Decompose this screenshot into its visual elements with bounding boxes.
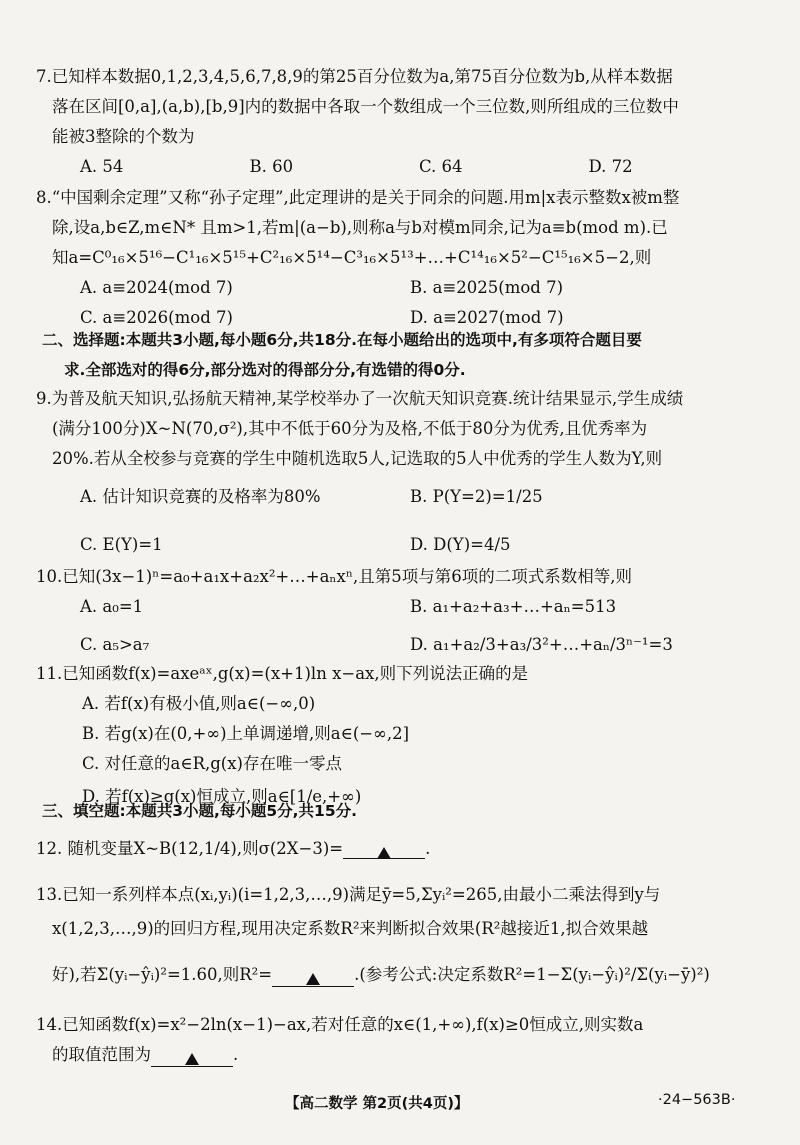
question-10: [36, 562, 758, 670]
q10-option-c: C. a₅>a₇: [80, 635, 150, 654]
q14-text-before: 的取值范围为: [52, 1045, 151, 1064]
q9-options-row-1: [36, 482, 758, 522]
question-13: [36, 880, 758, 990]
triangle-icon: [185, 1053, 199, 1065]
q13-text-before: 好),若Σ(yᵢ−ŷᵢ)²=1.60,则R²=: [52, 965, 273, 984]
q13-line-3: [36, 960, 758, 990]
q11-option-c: C. 对任意的a∈R,g(x)存在唯一零点: [82, 754, 342, 773]
q9-line-1: 9.为普及航天知识,弘扬航天精神,某学校举办了一次航天知识竞赛.统计结果显示,学生成绩: [36, 389, 684, 408]
q8-line-3: 知a=C⁰₁₆×5¹⁶−C¹₁₆×5¹⁵+C²₁₆×5¹⁴−C³₁₆×5¹³+…+C¹⁴₁₆×5²−C¹⁵₁₆×5−2,则: [52, 248, 652, 267]
q8-options-row-1: [36, 273, 758, 303]
q12-period: .: [425, 839, 431, 858]
question-9: [36, 384, 758, 570]
q7-line-2: 落在区间[0,a],(a,b),[b,9]内的数据中各取一个数组成一个三位数,则所组成的三位数中: [52, 97, 679, 116]
q10-option-d: D. a₁+a₂/3+a₃/3²+…+aₙ/3ⁿ⁻¹=3: [410, 635, 673, 654]
q8-option-a: A. a≡2024(mod 7): [80, 278, 233, 297]
q8-line-2: 除,设a,b∈Z,m∈N* 且m>1,若m|(a−b),则称a与b对模m同余,记为a≡b(mod m).已: [52, 218, 668, 237]
q13-answer-blank[interactable]: [272, 964, 354, 987]
q10-line-1: 10.已知(3x−1)ⁿ=a₀+a₁x+a₂x²+…+aₙxⁿ,且第5项与第6项的二项式系数相等,则: [36, 567, 632, 586]
question-14: [36, 1010, 758, 1070]
q14-period: .: [233, 1045, 239, 1064]
q9-option-b: B. P(Y=2)=1/25: [410, 487, 543, 506]
q7-option-c: C. 64: [419, 157, 463, 176]
q8-option-b: B. a≡2025(mod 7): [410, 278, 564, 297]
q13-line-2: x(1,2,3,…,9)的回归方程,现用决定系数R²来判断拟合效果(R²越接近1,拟合效果越: [52, 919, 649, 938]
q7-line-1: 7.已知样本数据0,1,2,3,4,5,6,7,8,9的第25百分位数为a,第75百分位数为b,从样本数据: [36, 67, 673, 86]
section-2-line-1: 二、选择题:本题共3小题,每小题6分,共18分.在每小题给出的选项中,有多项符合题目要: [42, 331, 642, 349]
q9-line-3: 20%.若从全校参与竞赛的学生中随机选取5人,记选取的5人中优秀的学生人数为Y,则: [52, 449, 663, 468]
q12-answer-blank[interactable]: [343, 836, 425, 859]
q8-option-c: C. a≡2026(mod 7): [80, 308, 233, 327]
q8-option-d: D. a≡2027(mod 7): [410, 308, 564, 327]
q14-answer-blank[interactable]: [151, 1044, 233, 1067]
q8-line-1: 8.“中国剩余定理”又称“孙子定理”,此定理讲的是关于同余的问题.用m|x表示整数x被m整: [36, 188, 680, 207]
q11-line-1: 11.已知函数f(x)=axeᵃˣ,g(x)=(x+1)ln x−ax,则下列说法正确的是: [36, 664, 529, 683]
question-11: [36, 659, 758, 815]
triangle-icon: [377, 847, 391, 859]
q7-option-d: D. 72: [588, 157, 633, 176]
triangle-icon: [306, 973, 320, 985]
q9-option-a: A. 估计知识竞赛的及格率为80%: [80, 487, 321, 506]
q9-line-2: (满分100分)X~N(70,σ²),其中不低于60分为及格,不低于80分为优秀,且优秀率为: [52, 419, 648, 438]
q7-line-3: 能被3整除的个数为: [52, 127, 195, 146]
q11-option-d: D. 若f(x)≥g(x)恒成立,则a∈[1/e,+∞): [82, 787, 362, 806]
section-2-line-2: 求.全部选对的得6分,部分选对的得部分分,有选错的得0分.: [64, 361, 466, 379]
q13-line-1: 13.已知一系列样本点(xᵢ,yᵢ)(i=1,2,3,…,9)满足ȳ=5,Σyᵢ²=265,由最小二乘法得到y与: [36, 885, 661, 904]
footer-page-info: 【高二数学 第2页(共4页)】: [285, 1096, 469, 1112]
question-7: [36, 62, 758, 182]
q12-line: [36, 832, 758, 866]
q7-option-b: B. 60: [249, 157, 294, 176]
q11-option-a: A. 若f(x)有极小值,则a∈(−∞,0): [82, 694, 316, 713]
section-2-header: [42, 325, 642, 385]
q9-option-d: D. D(Y)=4/5: [410, 535, 511, 554]
q13-text-after: .(参考公式:决定系数R²=1−Σ(yᵢ−ŷᵢ)²/Σ(yᵢ−ȳ)²): [354, 965, 710, 984]
question-12: [36, 832, 758, 866]
q9-option-c: C. E(Y)=1: [80, 535, 163, 554]
q10-option-b: B. a₁+a₂+a₃+…+aₙ=513: [410, 597, 617, 616]
q12-text: 12. 随机变量X~B(12,1/4),则σ(2X−3)=: [36, 839, 344, 858]
q7-option-a: A. 54: [80, 157, 124, 176]
q10-options-row-1: [36, 592, 758, 626]
q14-line-1: 14.已知函数f(x)=x²−2ln(x−1)−ax,若对任意的x∈(1,+∞),f(x)≥0恒成立,则实数a: [36, 1015, 644, 1034]
q11-option-b: B. 若g(x)在(0,+∞)上单调递增,则a∈(−∞,2]: [82, 724, 410, 743]
q10-option-a: A. a₀=1: [80, 597, 144, 616]
footer-code: ·24−563B·: [658, 1092, 736, 1108]
section-3-header: [42, 796, 357, 826]
q7-options: [36, 152, 758, 182]
question-8: [36, 183, 758, 333]
q14-line-2: [36, 1040, 758, 1070]
section-3-line-1: 三、填空题:本题共3小题,每小题5分,共15分.: [42, 802, 358, 820]
